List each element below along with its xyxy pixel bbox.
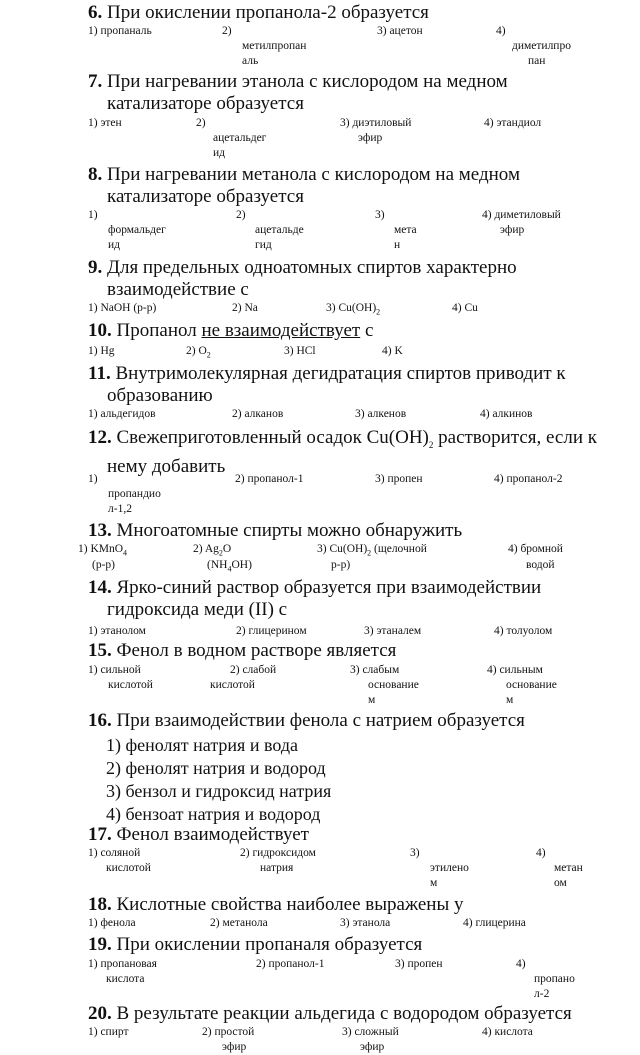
option-4-line2: диметилпро: [512, 40, 571, 52]
option-2: [186, 344, 211, 362]
option-1: 1): [88, 209, 98, 221]
subscript: 2: [376, 307, 381, 317]
option-2: 2) пропанол-1: [235, 473, 304, 485]
question-text: При нагревании метанола с кислородом на медном: [107, 164, 520, 185]
option-4-line2: водой: [526, 559, 555, 571]
option-3: 3): [375, 209, 385, 221]
question-text: Ярко-синий раствор образуется при взаимодействии: [116, 577, 542, 598]
option-4-line2: эфир: [500, 224, 525, 236]
option-1: 1) пропаналь: [88, 25, 152, 37]
option-1: 1) спирт: [88, 1026, 129, 1038]
question-text-line2: катализаторе образуется: [107, 93, 304, 114]
option-4: 4) пропанол-2: [494, 473, 563, 485]
question-6: [88, 2, 628, 24]
option-4-line2: метан: [554, 862, 583, 874]
subscript: 2: [218, 548, 223, 558]
question-text: При взаимодействии фенола с натрием образуется: [116, 710, 525, 731]
option-2-line2: ацетальде: [255, 224, 304, 236]
option-4: 4): [496, 25, 506, 37]
question-text-underlined: не взаимодействует: [201, 320, 361, 341]
question-10: [88, 320, 628, 342]
option-2-line2: ацетальдег: [213, 132, 267, 144]
option-2-line2: кислотой: [210, 679, 255, 691]
option-2: 2): [196, 117, 206, 129]
option-3-line2: основание: [368, 679, 419, 691]
question-19: [88, 934, 628, 956]
question-18: [88, 894, 628, 916]
option-1: 1) пропановая: [88, 958, 157, 970]
option-4: 4) диметиловый: [482, 209, 561, 221]
option-3-line2: эфир: [360, 1041, 385, 1053]
option-2: 2) фенолят натрия и водород: [106, 758, 326, 778]
question-text: Для предельных одноатомных спиртов характерно: [107, 257, 517, 278]
question-text: Фенол в водном растворе является: [116, 640, 397, 661]
question-17: [88, 824, 628, 846]
option-2: 2) пропанол-1: [256, 958, 325, 970]
option-3-line3: м: [430, 877, 438, 889]
option-3-line2: р-р): [331, 559, 351, 571]
question-text: При окислении пропанола-2 образуется: [107, 2, 429, 23]
option-4-line2: пропано: [534, 973, 575, 985]
option-3: 3) сложный: [342, 1026, 399, 1038]
question-9: [88, 257, 628, 301]
question-15: [88, 640, 628, 662]
option-2-line3: гид: [255, 239, 272, 251]
question-text: В результате реакции альдегида с водородом образуется: [116, 1003, 572, 1024]
subscript: 2: [206, 350, 211, 360]
subscript: 4: [123, 548, 128, 558]
option-1: 1) фенола: [88, 917, 136, 929]
question-number: 20.: [88, 1003, 112, 1024]
option-2-line2: метилпропан: [242, 40, 307, 52]
option-2: 2) глицерином: [236, 625, 307, 637]
question-text: Фенол взаимодействует: [116, 824, 309, 845]
option-3-text-end: (щелочной: [371, 543, 427, 555]
option-3: 3) HCl: [284, 345, 316, 357]
subscript: 4: [227, 564, 232, 574]
option-1: 1) сильной: [88, 664, 141, 676]
question-number: 19.: [88, 934, 112, 955]
question-text: Внутримолекулярная дегидратация спиртов приводит к: [115, 363, 566, 384]
question-text: Свежеприготовленный осадок Cu(OH): [116, 427, 429, 448]
option-3: 3) ацетон: [377, 25, 423, 37]
question-text-line2: образованию: [107, 385, 213, 406]
option-4-line3: л-2: [534, 988, 550, 1000]
option-2: 2) слабой: [230, 664, 277, 676]
question-20: [88, 1003, 628, 1025]
option-3-text: 3) Cu(OH): [317, 543, 368, 555]
option-1-line2: пропандио: [108, 488, 161, 500]
question-7: [88, 71, 628, 115]
option-2-line2-text: (NH: [207, 559, 228, 571]
option-1: 1) NaOH (р-р): [88, 302, 157, 314]
option-1-text: 1) KMnO: [78, 543, 124, 555]
option-1-line2: (р-р): [92, 559, 115, 571]
option-1-line2: кислотой: [106, 862, 151, 874]
option-1-line3: ид: [108, 239, 121, 251]
option-2-line2-end: OH): [231, 559, 252, 571]
option-1-line2: кислотой: [108, 679, 153, 691]
option-4: 4) сильным: [487, 664, 543, 676]
question-text-end: с: [360, 320, 374, 341]
question-text-cont: растворится, если к: [433, 427, 597, 448]
option-2-text-end: O: [222, 543, 232, 555]
option-1-line2: кислота: [106, 973, 145, 985]
option-2-text: 2) O: [186, 345, 207, 357]
option-3: 3) слабым: [350, 664, 400, 676]
question-text-line2: катализаторе образуется: [107, 186, 304, 207]
option-4: 4): [516, 958, 526, 970]
option-3: 3) этаналем: [364, 625, 422, 637]
option-4-line3: м: [506, 694, 514, 706]
subscript: 2: [428, 439, 434, 450]
option-4-line3: пан: [528, 55, 546, 67]
option-4: 4): [536, 847, 546, 859]
option-1: 1) соляной: [88, 847, 141, 859]
question-text-line2: взаимодействие с: [107, 279, 249, 300]
question-text: Пропанол: [116, 320, 202, 341]
question-text: Кислотные свойства наиболее выражены у: [116, 894, 464, 915]
option-1: 1): [88, 473, 98, 485]
option-1-line2: формальдег: [108, 224, 166, 236]
option-3-line3: м: [368, 694, 376, 706]
option-2-line3: ид: [213, 147, 226, 159]
question-number: 16.: [88, 710, 112, 731]
option-2: 2) метанола: [210, 917, 268, 929]
option-3: 3): [410, 847, 420, 859]
option-3: 3) этанола: [340, 917, 391, 929]
option-3: 3) алкенов: [355, 408, 407, 420]
question-number: 12.: [88, 427, 112, 448]
question-number: 7.: [88, 71, 103, 92]
question-number: 13.: [88, 520, 112, 541]
option-4: 4) глицерина: [463, 917, 526, 929]
option-1: 1) этен: [88, 117, 122, 129]
option-4: 4) бромной: [508, 543, 563, 555]
question-text: При окислении пропаналя образуется: [116, 934, 423, 955]
option-4: 4) бензоат натрия и водород: [106, 804, 321, 824]
question-text-line2: нему добавить: [107, 455, 226, 477]
option-2: 2) Na: [232, 302, 258, 314]
option-3-line2: эфир: [358, 132, 383, 144]
option-1: 1) альдегидов: [88, 408, 156, 420]
option-3-line2: мета: [394, 224, 417, 236]
option-4: 4) K: [382, 345, 403, 357]
option-1: 1) этанолом: [88, 625, 146, 637]
question-number: 8.: [88, 164, 103, 185]
question-number: 18.: [88, 894, 112, 915]
option-4: 4) толуолом: [494, 625, 553, 637]
question-text: Многоатомные спирты можно обнаружить: [116, 520, 463, 541]
option-2-text: 2) Ag: [193, 543, 219, 555]
question-13: [88, 520, 628, 542]
subscript: 2: [367, 548, 372, 558]
option-2-line2: эфир: [222, 1041, 247, 1053]
option-4-line2: основание: [506, 679, 557, 691]
option-3-text: 3) Cu(OH): [326, 302, 377, 314]
option-4: 4) этандиол: [484, 117, 542, 129]
option-3: 3) пропен: [395, 958, 443, 970]
option-2-line2: [207, 558, 252, 576]
question-number: 14.: [88, 577, 112, 598]
option-3: [326, 301, 380, 319]
option-4: 4) алкинов: [480, 408, 533, 420]
question-14: [88, 577, 628, 621]
option-3-line3: н: [394, 239, 401, 251]
option-3: 3) диэтиловый: [340, 117, 412, 129]
option-3-line2: этилено: [430, 862, 469, 874]
question-8: [88, 164, 628, 208]
question-text-line2: гидроксида меди (II) с: [107, 599, 288, 620]
question-number: 15.: [88, 640, 112, 661]
option-2: 2): [222, 25, 232, 37]
option-1: 1) фенолят натрия и вода: [106, 735, 298, 755]
option-2: 2): [236, 209, 246, 221]
question-12: [88, 427, 628, 478]
option-3: 3) пропен: [375, 473, 423, 485]
question-number: 9.: [88, 257, 103, 278]
question-number: 6.: [88, 2, 103, 23]
option-3: 3) бензол и гидроксид натрия: [106, 781, 332, 801]
question-16: [88, 710, 628, 732]
option-1-line3: л-1,2: [108, 503, 132, 515]
question-11: [88, 363, 628, 407]
question-number: 11.: [88, 363, 111, 384]
question-number: 10.: [88, 320, 112, 341]
question-text: При нагревании этанола с кислородом на медном: [107, 71, 508, 92]
option-2-line2: натрия: [260, 862, 294, 874]
option-2: 2) простой: [202, 1026, 255, 1038]
option-2: 2) алканов: [232, 408, 284, 420]
option-4: 4) Cu: [452, 302, 478, 314]
option-4: 4) кислота: [482, 1026, 533, 1038]
option-2-line3: аль: [242, 55, 259, 67]
question-number: 17.: [88, 824, 112, 845]
option-2: 2) гидроксидом: [240, 847, 316, 859]
option-1: 1) Hg: [88, 345, 115, 357]
option-4-line3: ом: [554, 877, 567, 889]
